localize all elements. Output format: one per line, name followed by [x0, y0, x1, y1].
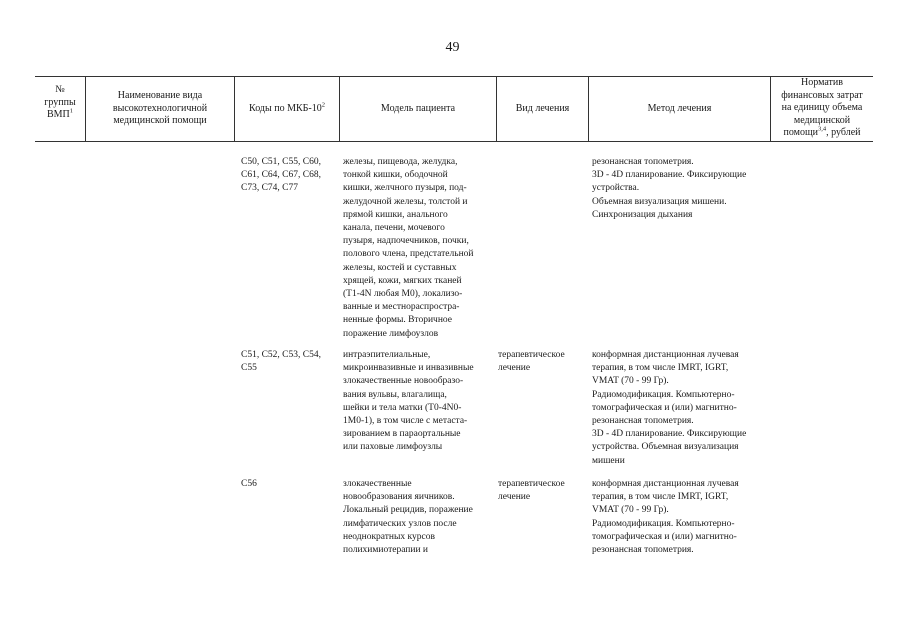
header-treatment-method: Метод лечения — [647, 103, 712, 114]
row1-treatment-method: резонансная топометрия. 3D - 4D планирование. Фиксирующие устройства. Объемная визуализация мишени. Синхронизация дыхания — [592, 157, 747, 220]
row3-icd-codes: C56 — [241, 479, 257, 489]
header-group-number: № группы ВМП$^1$ — [44, 84, 76, 120]
row1-patient-model: железы, пищевода, желудка, тонкой кишки, ободочной кишки, желчного пузыря, под- желудочной железы, толстой и прямой кишки, анального канала, печени, мочевого пузыря, надпочечников, почки, полового члена, предстательной железы, костей и суставных хрящей, кожи, мягких тканей (T1-4N любая M0), локализо- ванные и местнораспростра- ненные формы. Вторичное поражение лимфоузлов — [343, 157, 474, 339]
row2-treatment-method: конформная дистанционная лучевая терапия, в том числе IMRT, IGRT, VMAT (70 - 99 Гр). Радиомодификация. Компьютерно- томографическая и (или) магнитно- резонансная топометрия. 3D - 4D планирование. Фиксирующие устройства. Объемная визуализация мишени — [592, 350, 747, 466]
row3-patient-model: злокачественные новообразования яичников. Локальный рецидив, поражение лимфатических узлов после неоднократных курсов полихимиотерапии и — [343, 479, 473, 556]
header-treatment-type: Вид лечения — [515, 103, 570, 114]
row2-patient-model: интраэпителиальные, микроинвазивные и инвазивные злокачественные новообразо- вания вульвы, влагалища, шейки и тела матки (T0-4N0- 1M0-1), в том числе с метаста- зированием в параортальные или паховые лимфоузлы — [343, 350, 474, 453]
header-patient-model: Модель пациента — [380, 103, 456, 114]
row2-icd-codes: C51, C52, C53, C54, C55 — [241, 350, 321, 374]
header-care-type: Наименование вида высокотехнологичной медицинской помощи — [112, 90, 208, 126]
row3-treatment-method: конформная дистанционная лучевая терапия, в том числе IMRT, IGRT, VMAT (70 - 99 Гр). Радиомодификация. Компьютерно- томографическая и (или) магнитно- резонансная топометрия. — [592, 479, 739, 556]
page-number: 49 — [445, 40, 460, 55]
header-top-border — [35, 76, 873, 77]
header-bottom-border — [35, 141, 873, 142]
header-cost-norm: Норматив финансовых затрат на единицу объема медицинской помощи$^{3,4}$, рублей — [781, 77, 863, 138]
row2-treatment-type: терапевтическое лечение — [498, 350, 565, 374]
row3-treatment-type: терапевтическое лечение — [498, 479, 565, 503]
header-icd-codes: Коды по МКБ-$10^2$ — [249, 101, 325, 114]
row1-icd-codes: C50, C51, C55, C60, C61, C64, C67, C68, C73, C74, C77 — [241, 157, 321, 194]
